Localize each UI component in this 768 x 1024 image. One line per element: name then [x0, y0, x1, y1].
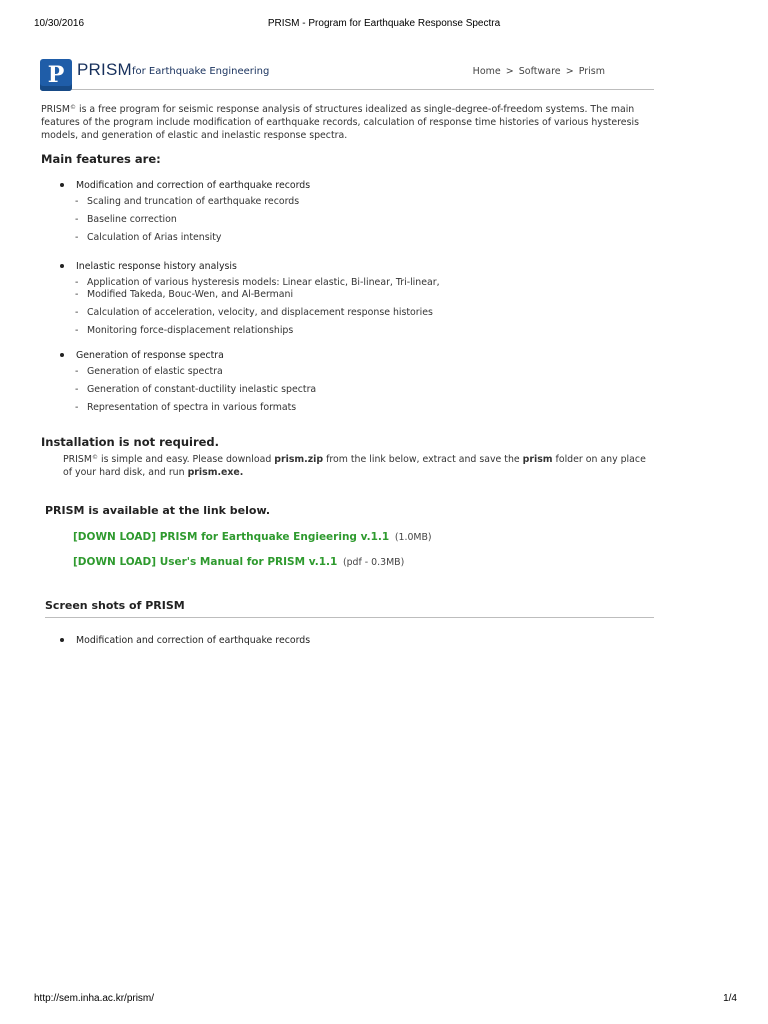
feature-group [60, 180, 660, 250]
screenshot-item: Modification and correction of earthquake records [60, 635, 310, 651]
availability-heading: PRISM is available at the link below. [45, 504, 271, 517]
site-header [40, 57, 654, 90]
download-size: (1.0MB) [394, 532, 432, 543]
download-label[interactable]: [DOWN LOAD] PRISM for Earthquake Engieering v.1.1 [73, 531, 390, 543]
print-footer [0, 993, 768, 1007]
feature-item: - Generation of constant-ductility inelastic spectra [60, 384, 660, 396]
page-number: 1/4 [723, 993, 737, 1004]
feature-item: - Scaling and truncation of earthquake records [60, 196, 660, 208]
breadcrumb-prism[interactable]: Prism [578, 66, 605, 77]
features-heading: Main features are: [41, 152, 161, 166]
intro-paragraph [41, 101, 656, 142]
folder-name: prism [522, 454, 553, 465]
zip-filename: prism.zip [274, 454, 324, 465]
print-date: 10/30/2016 [34, 18, 85, 29]
breadcrumb-separator: > [505, 66, 514, 77]
install-text: folder on any place of your hard disk, and run [63, 454, 646, 478]
intro-name: PRISM [41, 104, 70, 115]
feature-title: Generation of response spectra [60, 350, 660, 366]
prism-logo-icon[interactable]: P [40, 59, 72, 91]
feature-item-text: Modified Takeda, Bouc-Wen, and Al-Bermani [87, 289, 294, 300]
install-text: PRISM [63, 454, 92, 465]
feature-item: - Representation of spectra in various formats [60, 402, 660, 414]
feature-group [60, 261, 660, 343]
feature-item: - Generation of elastic spectra [60, 366, 660, 378]
download-manual-link[interactable] [73, 556, 404, 568]
copyright-mark: © [91, 454, 98, 461]
brand-subtitle: for Earthquake Engineering [132, 66, 270, 77]
brand-name[interactable]: PRISM [77, 60, 132, 79]
intro-text: is a free program for seismic response analysis of structures idealized as single-degree-of-freedom systems. The main features of the program include modification of earthquake records, calculation of response time histories of various hysteresis models, and generation of elastic and inelastic response spectra. [41, 104, 639, 141]
download-label[interactable]: [DOWN LOAD] User's Manual for PRISM v.1.1 [73, 556, 338, 568]
feature-item: - Monitoring force-displacement relationships [60, 325, 660, 337]
screenshots-heading: Screen shots of PRISM [45, 599, 654, 618]
feature-item: - Application of various hysteresis models: Linear elastic, Bi-linear, Tri-linear, [60, 277, 660, 289]
print-header [0, 18, 768, 32]
feature-title: Modification and correction of earthquake records [60, 180, 660, 196]
breadcrumb-software[interactable]: Software [518, 66, 561, 77]
screenshots-list [60, 635, 310, 651]
breadcrumb-separator: > [565, 66, 574, 77]
copyright-mark: © [69, 104, 76, 111]
exe-filename: prism.exe. [187, 467, 244, 478]
feature-group [60, 350, 660, 420]
install-text: is simple and easy. Please download [97, 454, 275, 465]
print-title: PRISM - Program for Earthquake Response Spectra [267, 18, 501, 29]
breadcrumb [472, 66, 606, 77]
install-text: from the link below, extract and save the [323, 454, 523, 465]
download-size: (pdf - 0.3MB) [342, 557, 405, 568]
breadcrumb-home[interactable]: Home [472, 66, 501, 77]
feature-item: - Calculation of Arias intensity [60, 232, 660, 244]
feature-item-continued [60, 289, 660, 301]
page-url: http://sem.inha.ac.kr/prism/ [34, 993, 155, 1004]
install-heading: Installation is not required. [41, 435, 220, 449]
install-paragraph [63, 451, 653, 479]
feature-title: Inelastic response history analysis [60, 261, 660, 277]
feature-item: - Calculation of acceleration, velocity, and displacement response histories [60, 307, 660, 319]
feature-item: - Baseline correction [60, 214, 660, 226]
download-prism-link[interactable] [73, 531, 432, 543]
